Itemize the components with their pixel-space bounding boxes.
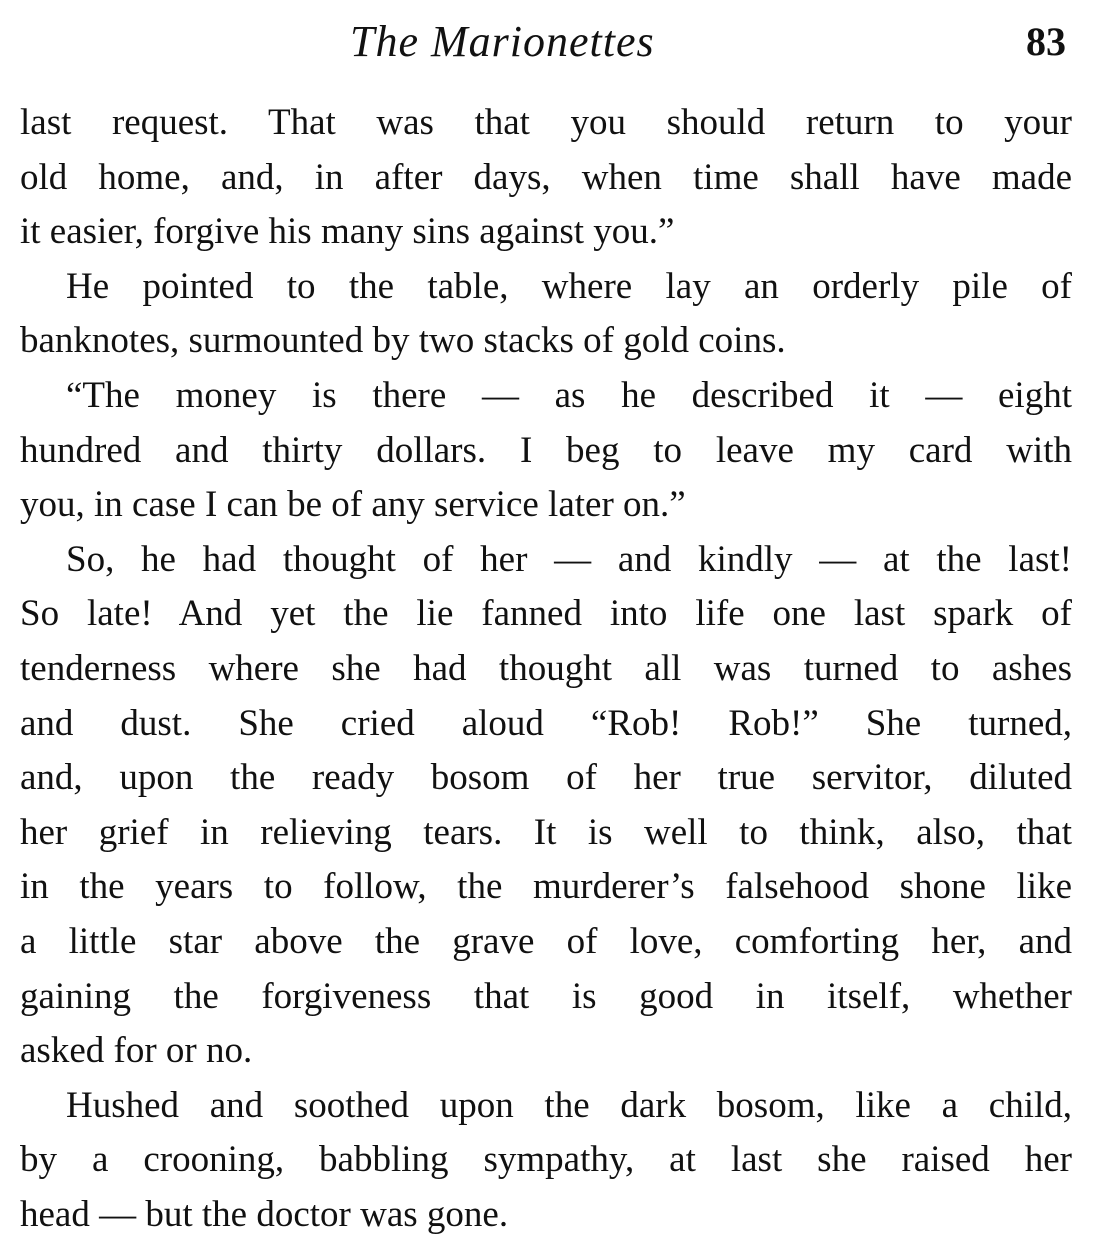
text-line: a little star above the grave of love, comforting her, and [20, 920, 1072, 962]
text-line: So late! And yet the lie fanned into life one last spark of [20, 593, 1072, 635]
text-line: So, he had thought of her — and kindly — at the last! [66, 538, 1072, 580]
text-line: last request. That was that you should return to your [20, 102, 1072, 143]
text-line: old home, and, in after days, when time shall have made [20, 156, 1072, 198]
text-line: gaining the forgiveness that is good in itself, whether [20, 975, 1072, 1017]
running-head [20, 14, 1072, 74]
text-line: you, in case I can be of any service later on.” [20, 484, 686, 526]
text-line: and dust. She cried aloud “Rob! Rob!” She turned, [20, 702, 1072, 744]
text-line: by a crooning, babbling sympathy, at last she raised her [20, 1139, 1072, 1181]
text-line: in the years to follow, the murderer’s falsehood shone like [20, 866, 1072, 908]
text-line: her grief in relieving tears. It is well to think, also, that [20, 811, 1072, 853]
running-title: The Marionettes [350, 17, 655, 66]
text-line: and, upon the ready bosom of her true servitor, diluted [20, 757, 1072, 799]
text-line: head — but the doctor was gone. [20, 1193, 509, 1235]
text-line: “The money is there — as he described it — eight [66, 374, 1072, 416]
text-line: He pointed to the table, where lay an orderly pile of [66, 265, 1072, 307]
text-line: it easier, forgive his many sins against you.” [20, 211, 675, 253]
text-line: banknotes, surmounted by two stacks of gold coins. [20, 320, 786, 362]
text-line: hundred and thirty dollars. I beg to leave my card with [20, 429, 1072, 471]
paragraph [20, 369, 1072, 533]
text-line: tenderness where she had thought all was turned to ashes [20, 647, 1072, 689]
paragraph [20, 1079, 1072, 1243]
paragraph [20, 260, 1072, 369]
body-text [20, 96, 1072, 1242]
paragraph [20, 96, 1072, 260]
page-number: 83 [1026, 19, 1066, 64]
book-page [20, 14, 1072, 1242]
text-line: asked for or no. [20, 1030, 253, 1072]
text-line: Hushed and soothed upon the dark bosom, like a child, [66, 1084, 1072, 1126]
paragraph [20, 533, 1072, 1079]
